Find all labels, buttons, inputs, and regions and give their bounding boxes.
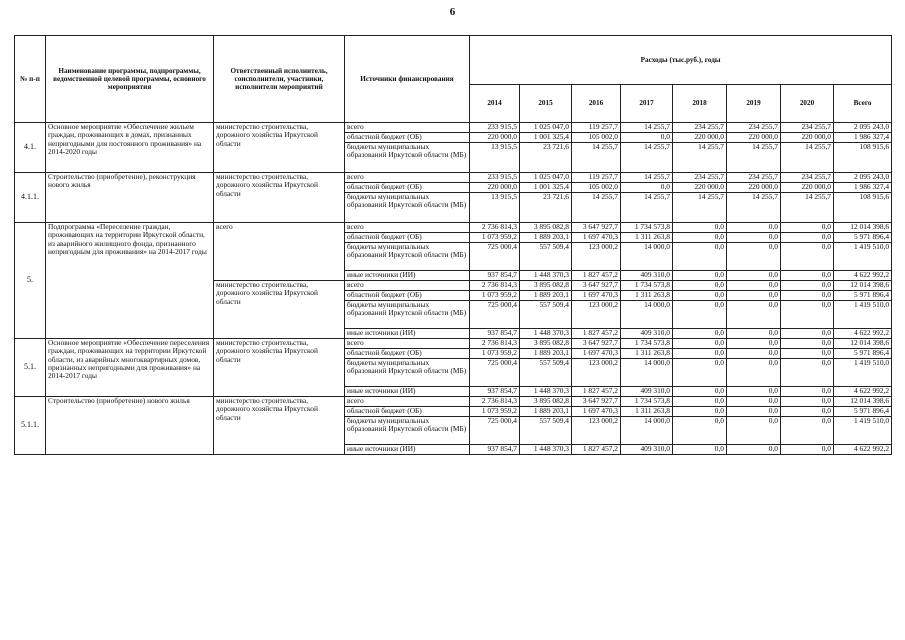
value-cell: 0,0 [673, 417, 727, 445]
value-cell: 0,0 [727, 387, 781, 397]
section-code: 5.1.1. [15, 397, 46, 455]
value-cell: 1 448 370,3 [520, 445, 572, 455]
value-cell: 0,0 [673, 349, 727, 359]
value-cell: 0,0 [781, 329, 834, 339]
value-cell: 0,0 [727, 445, 781, 455]
header-year: 2015 [520, 85, 572, 123]
value-cell: 23 721,6 [520, 143, 572, 173]
funding-source-cell: бюджеты муниципальных образований Иркутской области (МБ) [345, 359, 470, 387]
funding-source-cell: всего [345, 123, 470, 133]
value-cell: 0,0 [673, 271, 727, 281]
table-row [15, 173, 892, 183]
value-cell: 1 311 263,8 [621, 233, 673, 243]
value-cell: 220 000,0 [673, 183, 727, 193]
value-cell: 3 895 082,8 [520, 397, 572, 407]
value-cell: 0,0 [727, 291, 781, 301]
value-cell: 1 889 203,1 [520, 349, 572, 359]
value-cell: 0,0 [673, 445, 727, 455]
header-year: Всего [834, 85, 892, 123]
value-cell: 0,0 [781, 243, 834, 271]
value-cell: 1 073 959,2 [470, 233, 520, 243]
value-cell: 123 000,2 [572, 359, 621, 387]
header-year: 2019 [727, 85, 781, 123]
value-cell: 937 854,7 [470, 387, 520, 397]
value-cell: 0,0 [673, 233, 727, 243]
value-cell: 5 971 896,4 [834, 407, 892, 417]
funding-source-cell: бюджеты муниципальных образований Иркутской области (МБ) [345, 301, 470, 329]
value-cell: 119 257,7 [572, 173, 621, 183]
value-cell: 0,0 [673, 329, 727, 339]
value-cell: 14 255,7 [572, 193, 621, 223]
value-cell: 0,0 [727, 407, 781, 417]
table-row [15, 223, 892, 233]
value-cell: 1 889 203,1 [520, 291, 572, 301]
value-cell: 5 971 896,4 [834, 233, 892, 243]
section-code: 4.1. [15, 123, 46, 173]
value-cell: 0,0 [673, 301, 727, 329]
value-cell: 14 000,0 [621, 417, 673, 445]
funding-source-cell: всего [345, 339, 470, 349]
value-cell: 1 827 457,2 [572, 271, 621, 281]
value-cell: 13 915,5 [470, 143, 520, 173]
executor-cell: министерство строительства, дорожного хозяйства Иркутской области [214, 397, 345, 455]
value-cell: 409 310,0 [621, 271, 673, 281]
value-cell: 0,0 [781, 397, 834, 407]
value-cell: 105 002,0 [572, 133, 621, 143]
value-cell: 1 311 263,8 [621, 407, 673, 417]
value-cell: 5 971 896,4 [834, 349, 892, 359]
value-cell: 1 448 370,3 [520, 387, 572, 397]
funding-source-cell: иные источники (ИИ) [345, 445, 470, 455]
value-cell: 0,0 [781, 349, 834, 359]
value-cell: 557 509,4 [520, 301, 572, 329]
funding-source-cell: всего [345, 173, 470, 183]
value-cell: 220 000,0 [727, 183, 781, 193]
value-cell: 1 827 457,2 [572, 445, 621, 455]
value-cell: 725 000,4 [470, 243, 520, 271]
value-cell: 220 000,0 [727, 133, 781, 143]
value-cell: 14 255,7 [621, 173, 673, 183]
section-name: Строительство (приобретение) нового жилья [46, 397, 214, 455]
value-cell: 1 697 470,3 [572, 349, 621, 359]
value-cell: 1 734 573,8 [621, 397, 673, 407]
value-cell: 1 419 510,0 [834, 417, 892, 445]
header-year: 2018 [673, 85, 727, 123]
funding-source-cell: областной бюджет (ОБ) [345, 233, 470, 243]
table-row [15, 339, 892, 349]
table-body [15, 123, 892, 455]
value-cell: 4 622 992,2 [834, 329, 892, 339]
value-cell: 0,0 [673, 243, 727, 271]
value-cell: 1 697 470,3 [572, 407, 621, 417]
funding-source-cell: бюджеты муниципальных образований Иркутской области (МБ) [345, 417, 470, 445]
executor-cell: всего [214, 223, 345, 281]
value-cell: 234 255,7 [673, 173, 727, 183]
value-cell: 409 310,0 [621, 445, 673, 455]
value-cell: 108 915,6 [834, 193, 892, 223]
value-cell: 14 000,0 [621, 243, 673, 271]
value-cell: 14 255,7 [727, 143, 781, 173]
value-cell: 0,0 [673, 359, 727, 387]
section-name: Основное мероприятие «Обеспечение переселения граждан, проживающих на территории Иркутской области, из аварийных многоквартирных домов, признанных непригодными для проживания» на 2014-2017 годы [46, 339, 214, 397]
value-cell: 0,0 [781, 387, 834, 397]
value-cell: 0,0 [727, 233, 781, 243]
section-name: Основное мероприятие «Обеспечение жильем граждан, проживающих в домах, признанных непригодными для постоянного проживания» на 2014-2020 годы [46, 123, 214, 173]
funding-source-cell: бюджеты муниципальных образований Иркутской области (МБ) [345, 143, 470, 173]
value-cell: 123 000,2 [572, 301, 621, 329]
table-row [15, 397, 892, 407]
value-cell: 725 000,4 [470, 301, 520, 329]
value-cell: 0,0 [781, 223, 834, 233]
value-cell: 0,0 [727, 329, 781, 339]
funding-source-cell: бюджеты муниципальных образований Иркутской области (МБ) [345, 193, 470, 223]
value-cell: 234 255,7 [781, 123, 834, 133]
value-cell: 1 448 370,3 [520, 329, 572, 339]
value-cell: 409 310,0 [621, 387, 673, 397]
value-cell: 12 014 398,6 [834, 397, 892, 407]
value-cell: 1 827 457,2 [572, 329, 621, 339]
value-cell: 1 889 203,1 [520, 407, 572, 417]
value-cell: 0,0 [673, 223, 727, 233]
value-cell: 12 014 398,6 [834, 339, 892, 349]
value-cell: 12 014 398,6 [834, 223, 892, 233]
header-source: Источники финансирования [345, 36, 470, 123]
funding-source-cell: всего [345, 223, 470, 233]
header-num: № п-п [15, 36, 46, 123]
value-cell: 0,0 [673, 387, 727, 397]
value-cell: 1 073 959,2 [470, 349, 520, 359]
value-cell: 123 000,2 [572, 417, 621, 445]
value-cell: 937 854,7 [470, 329, 520, 339]
value-cell: 220 000,0 [673, 133, 727, 143]
value-cell: 14 255,7 [673, 143, 727, 173]
executor-cell: министерство строительства, дорожного хозяйства Иркутской области [214, 281, 345, 339]
value-cell: 0,0 [781, 291, 834, 301]
value-cell: 1 001 325,4 [520, 133, 572, 143]
value-cell: 0,0 [673, 407, 727, 417]
value-cell: 937 854,7 [470, 271, 520, 281]
executor-cell: министерство строительства, дорожного хозяйства Иркутской области [214, 339, 345, 397]
section-code: 4.1.1. [15, 173, 46, 223]
value-cell: 14 255,7 [621, 193, 673, 223]
value-cell: 108 915,6 [834, 143, 892, 173]
value-cell: 2 095 243,0 [834, 123, 892, 133]
value-cell: 220 000,0 [781, 133, 834, 143]
funding-source-cell: всего [345, 397, 470, 407]
value-cell: 0,0 [727, 349, 781, 359]
value-cell: 0,0 [727, 223, 781, 233]
value-cell: 233 915,5 [470, 173, 520, 183]
value-cell: 0,0 [781, 407, 834, 417]
value-cell: 220 000,0 [470, 183, 520, 193]
value-cell: 5 971 896,4 [834, 291, 892, 301]
value-cell: 0,0 [781, 301, 834, 329]
value-cell: 3 647 927,7 [572, 397, 621, 407]
value-cell: 2 736 814,3 [470, 397, 520, 407]
value-cell: 1 073 959,2 [470, 291, 520, 301]
value-cell: 0,0 [727, 243, 781, 271]
value-cell: 234 255,7 [673, 123, 727, 133]
value-cell: 1 025 047,0 [520, 123, 572, 133]
value-cell: 233 915,5 [470, 123, 520, 133]
header-executor: Ответственный исполнитель, соисполнители, участники, исполнители мероприятий [214, 36, 345, 123]
value-cell: 4 622 992,2 [834, 271, 892, 281]
value-cell: 0,0 [673, 397, 727, 407]
value-cell: 14 255,7 [572, 143, 621, 173]
value-cell: 0,0 [727, 301, 781, 329]
value-cell: 1 734 573,8 [621, 223, 673, 233]
table-row [15, 123, 892, 133]
value-cell: 13 915,5 [470, 193, 520, 223]
value-cell: 4 622 992,2 [834, 445, 892, 455]
value-cell: 14 000,0 [621, 359, 673, 387]
value-cell: 14 255,7 [673, 193, 727, 223]
value-cell: 557 509,4 [520, 243, 572, 271]
section-code: 5.1. [15, 339, 46, 397]
value-cell: 0,0 [673, 281, 727, 291]
value-cell: 0,0 [781, 445, 834, 455]
funding-source-cell: областной бюджет (ОБ) [345, 291, 470, 301]
section-name: Строительство (приобретение), реконструкция нового жилья [46, 173, 214, 223]
value-cell: 0,0 [781, 271, 834, 281]
value-cell: 0,0 [727, 339, 781, 349]
value-cell: 1 697 470,3 [572, 291, 621, 301]
value-cell: 14 255,7 [781, 193, 834, 223]
value-cell: 1 889 203,1 [520, 233, 572, 243]
funding-source-cell: иные источники (ИИ) [345, 387, 470, 397]
value-cell: 1 419 510,0 [834, 243, 892, 271]
value-cell: 1 001 325,4 [520, 183, 572, 193]
value-cell: 2 736 814,3 [470, 339, 520, 349]
header-expenses: Расходы (тыс.руб.), годы [470, 36, 892, 85]
funding-source-cell: областной бюджет (ОБ) [345, 407, 470, 417]
value-cell: 1 419 510,0 [834, 359, 892, 387]
value-cell: 14 255,7 [781, 143, 834, 173]
value-cell: 0,0 [727, 271, 781, 281]
value-cell: 0,0 [781, 281, 834, 291]
value-cell: 1 734 573,8 [621, 339, 673, 349]
value-cell: 3 895 082,8 [520, 223, 572, 233]
value-cell: 0,0 [781, 359, 834, 387]
funding-source-cell: иные источники (ИИ) [345, 271, 470, 281]
value-cell: 3 895 082,8 [520, 281, 572, 291]
funding-source-cell: областной бюджет (ОБ) [345, 133, 470, 143]
value-cell: 0,0 [621, 183, 673, 193]
value-cell: 14 000,0 [621, 301, 673, 329]
value-cell: 23 721,6 [520, 193, 572, 223]
value-cell: 1 025 047,0 [520, 173, 572, 183]
value-cell: 0,0 [727, 397, 781, 407]
value-cell: 3 647 927,7 [572, 223, 621, 233]
value-cell: 0,0 [727, 417, 781, 445]
value-cell: 3 647 927,7 [572, 339, 621, 349]
header-year: 2020 [781, 85, 834, 123]
value-cell: 557 509,4 [520, 417, 572, 445]
value-cell: 119 257,7 [572, 123, 621, 133]
header-year: 2014 [470, 85, 520, 123]
value-cell: 14 255,7 [621, 143, 673, 173]
value-cell: 0,0 [621, 133, 673, 143]
funding-source-cell: бюджеты муниципальных образований Иркутской области (МБ) [345, 243, 470, 271]
value-cell: 1 986 327,4 [834, 133, 892, 143]
value-cell: 0,0 [781, 417, 834, 445]
funding-source-cell: всего [345, 281, 470, 291]
value-cell: 12 014 398,6 [834, 281, 892, 291]
funding-source-cell: областной бюджет (ОБ) [345, 183, 470, 193]
value-cell: 1 311 263,8 [621, 349, 673, 359]
value-cell: 409 310,0 [621, 329, 673, 339]
value-cell: 1 827 457,2 [572, 387, 621, 397]
value-cell: 105 002,0 [572, 183, 621, 193]
value-cell: 3 895 082,8 [520, 339, 572, 349]
value-cell: 0,0 [781, 339, 834, 349]
value-cell: 220 000,0 [470, 133, 520, 143]
value-cell: 0,0 [781, 233, 834, 243]
value-cell: 557 509,4 [520, 359, 572, 387]
header-year: 2017 [621, 85, 673, 123]
value-cell: 1 311 263,8 [621, 291, 673, 301]
header-program: Наименование программы, подпрограммы, ведомственной целевой программы, основного мероприятия [46, 36, 214, 123]
value-cell: 725 000,4 [470, 417, 520, 445]
value-cell: 2 736 814,3 [470, 281, 520, 291]
page-number: 6 [449, 6, 456, 18]
value-cell: 234 255,7 [727, 123, 781, 133]
value-cell: 0,0 [673, 339, 727, 349]
budget-table [14, 35, 892, 455]
value-cell: 0,0 [727, 359, 781, 387]
funding-source-cell: областной бюджет (ОБ) [345, 349, 470, 359]
value-cell: 234 255,7 [727, 173, 781, 183]
executor-cell: министерство строительства, дорожного хозяйства Иркутской области [214, 123, 345, 173]
value-cell: 1 734 573,8 [621, 281, 673, 291]
value-cell: 937 854,7 [470, 445, 520, 455]
header-year: 2016 [572, 85, 621, 123]
executor-cell: министерство строительства, дорожного хозяйства Иркутской области [214, 173, 345, 223]
value-cell: 1 986 327,4 [834, 183, 892, 193]
section-code: 5. [15, 223, 46, 339]
value-cell: 14 255,7 [727, 193, 781, 223]
value-cell: 0,0 [673, 291, 727, 301]
value-cell: 220 000,0 [781, 183, 834, 193]
section-name: Подпрограмма «Переселение граждан, проживающих на территории Иркутской области, из аварийного жилищного фонда, признанного непригодным для проживания» на 2014-2017 годы [46, 223, 214, 339]
value-cell: 1 419 510,0 [834, 301, 892, 329]
value-cell: 725 000,4 [470, 359, 520, 387]
value-cell: 3 647 927,7 [572, 281, 621, 291]
value-cell: 123 000,2 [572, 243, 621, 271]
value-cell: 14 255,7 [621, 123, 673, 133]
value-cell: 1 073 959,2 [470, 407, 520, 417]
value-cell: 0,0 [727, 281, 781, 291]
value-cell: 1 448 370,3 [520, 271, 572, 281]
value-cell: 4 622 992,2 [834, 387, 892, 397]
value-cell: 234 255,7 [781, 173, 834, 183]
value-cell: 2 736 814,3 [470, 223, 520, 233]
value-cell: 1 697 470,3 [572, 233, 621, 243]
funding-source-cell: иные источники (ИИ) [345, 329, 470, 339]
value-cell: 2 095 243,0 [834, 173, 892, 183]
